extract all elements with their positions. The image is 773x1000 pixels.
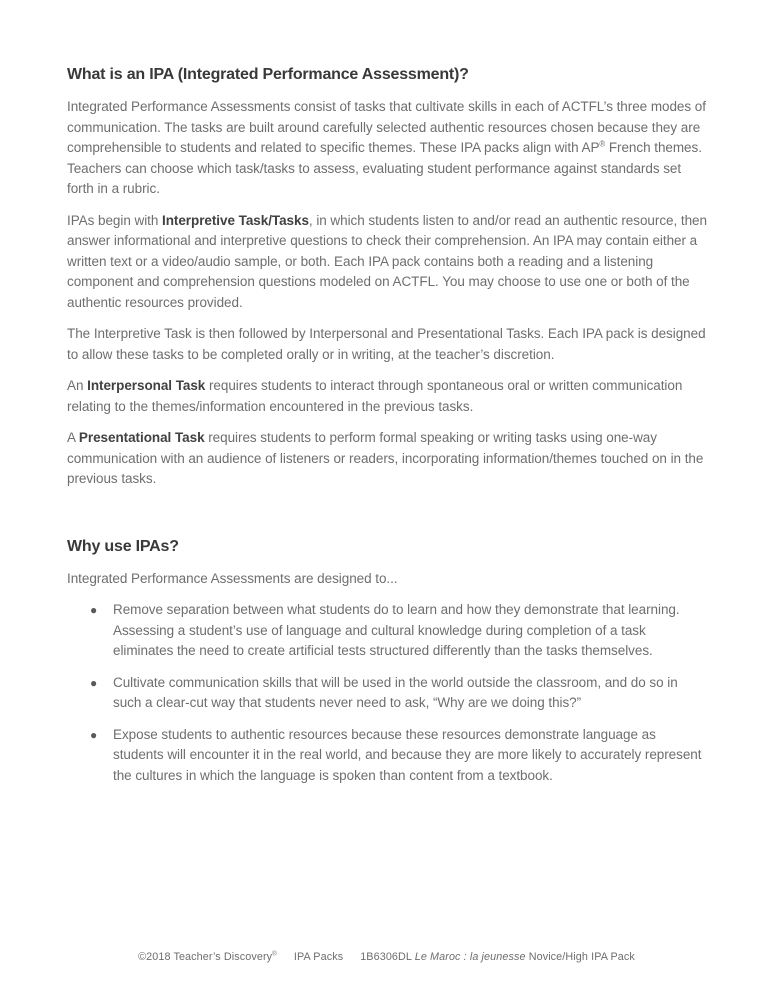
- paragraph-text: Integrated Performance Assessments consist of tasks that cultivate skills in each of ACTFL’s three modes of communication. The tasks are built around carefully selected authentic resources chosen because they are comprehensible to students and related to specific themes. These IPA packs align with AP: [67, 99, 706, 155]
- bullet-icon: ●: [90, 727, 98, 742]
- bold-term-interpersonal-task: Interpersonal Task: [87, 378, 206, 393]
- paragraph-text: IPAs begin with: [67, 212, 162, 228]
- list-item-text: Expose students to authentic resources because these resources demonstrate language as students will encounter it in the real world, and because they are more likely to accurately represent the cultures in which the language is spoken than content from a textbook.: [113, 726, 702, 783]
- section-heading-why-use-ipas: Why use IPAs?: [67, 537, 179, 555]
- registered-trademark-symbol: ®: [599, 139, 606, 149]
- paragraph-text: requires students to perform formal speaking or writing tasks using one-way communication with an audience of listeners or readers, incorporating information/themes touched on in the previous tasks.: [67, 430, 704, 486]
- bullet-icon: ●: [90, 675, 98, 690]
- paragraph-presentational-task: [67, 428, 707, 490]
- paragraph-text: The Interpretive Task is then followed by Interpersonal and Presentational Tasks. Each IPA pack is designed to allow these tasks to be completed orally or in writing, at the teacher’s discretion.: [67, 326, 706, 362]
- paragraph-task-sequence: [67, 324, 707, 365]
- product-code: 1B6306DL: [360, 951, 412, 963]
- ipa-benefits-list: [67, 600, 707, 786]
- paragraph-text: , in which students listen to and/or read an authentic resource, then answer informational and interpretive questions to check their comprehension. An IPA may contain either a written text or a video/audio sample, or both. Each IPA pack contains both a reading and a listening component and comprehension questions modeled on ACTFL. You may choose to use one or both of the authentic resources provided.: [67, 212, 707, 310]
- paragraph-interpretive-task: [67, 211, 707, 314]
- product-title: Le Maroc : la jeunesse: [414, 951, 526, 963]
- paragraph-text: requires students to interact through spontaneous oral or written communication relating to the themes/information encountered in the previous tasks.: [67, 378, 683, 414]
- section-what-is-ipa: [67, 64, 707, 490]
- product-info: [360, 951, 635, 964]
- page-footer: [0, 951, 773, 964]
- paragraph-interpersonal-task: [67, 376, 707, 417]
- list-item-text: Cultivate communication skills that will be used in the world outside the classroom, and do so in such a clear-cut way that students never need to ask, “Why are we doing this?”: [113, 674, 678, 710]
- section-why-use-ipas: [67, 536, 707, 787]
- product-level: Novice/High IPA Pack: [528, 951, 635, 963]
- paragraph-text: Integrated Performance Assessments are designed to...: [67, 570, 398, 586]
- list-item: [90, 725, 707, 787]
- bullet-icon: ●: [90, 603, 98, 617]
- bold-term-presentational-task: Presentational Task: [78, 430, 205, 445]
- paragraph-text: French themes. Teachers can choose which task/tasks to assess, evaluating student performance against standards set forth in a rubric.: [67, 140, 702, 196]
- paragraph-why-intro: [67, 569, 707, 590]
- paragraph-text: A: [67, 430, 79, 445]
- list-item: [90, 600, 707, 662]
- list-item: [90, 673, 707, 714]
- bold-term-interpretive-task: Interpretive Task/Tasks: [162, 212, 309, 228]
- paragraph-text: An: [67, 378, 88, 393]
- section-heading-what-is-ipa: What is an IPA (Integrated Performance Assessment)?: [67, 66, 469, 83]
- copyright-text: [138, 951, 277, 964]
- paragraph-ipa-overview: [67, 97, 707, 200]
- list-item-text: Remove separation between what students do to learn and how they demonstrate that learning. Assessing a student’s use of language and cultural knowledge during completion of a task eliminates the need to create artificial tests structured differently than the tasks themselves.: [113, 602, 680, 658]
- series-label: IPA Packs: [293, 951, 344, 963]
- copyright-year-owner: ©2018 Teacher’s Discovery: [138, 951, 273, 963]
- registered-trademark-symbol: ®: [272, 950, 277, 958]
